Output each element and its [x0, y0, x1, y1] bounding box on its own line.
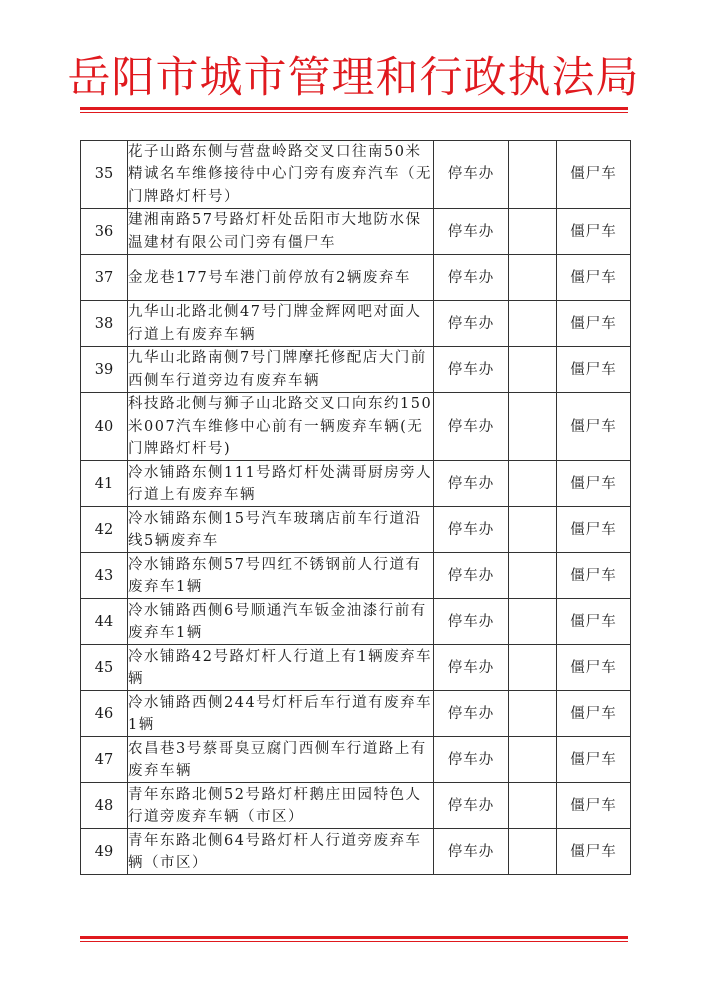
- row-remark: [509, 141, 557, 209]
- row-department: 停车办: [434, 301, 509, 347]
- footer-rule-thin: [80, 941, 628, 942]
- row-remark: [509, 301, 557, 347]
- row-remark: [509, 461, 557, 507]
- row-department: 停车办: [434, 553, 509, 599]
- row-number: 36: [81, 209, 128, 255]
- records-table-body: [81, 141, 631, 875]
- table-row: [81, 301, 631, 347]
- row-issue-type: 僵尸车: [557, 393, 631, 461]
- table-row: [81, 461, 631, 507]
- row-issue-type: 僵尸车: [557, 301, 631, 347]
- table-row: [81, 599, 631, 645]
- table-row: [81, 553, 631, 599]
- row-location: 青年东路北侧52号路灯杆鹅庄田园特色人行道旁废弃车辆（市区）: [128, 783, 434, 829]
- row-location: 冷水铺路东侧111号路灯杆处满哥厨房旁人行道上有废弃车辆: [128, 461, 434, 507]
- row-number: 40: [81, 393, 128, 461]
- row-department: 停车办: [434, 645, 509, 691]
- row-location: 建湘南路57号路灯杆处岳阳市大地防水保温建材有限公司门旁有僵尸车: [128, 209, 434, 255]
- row-number: 43: [81, 553, 128, 599]
- row-location: 农昌巷3号蔡哥臭豆腐门西侧车行道路上有废弃车辆: [128, 737, 434, 783]
- row-number: 37: [81, 255, 128, 301]
- row-remark: [509, 347, 557, 393]
- table-row: [81, 393, 631, 461]
- row-issue-type: 僵尸车: [557, 141, 631, 209]
- row-department: 停车办: [434, 691, 509, 737]
- table-row: [81, 829, 631, 875]
- row-issue-type: 僵尸车: [557, 209, 631, 255]
- row-location: 九华山北路南侧7号门牌摩托修配店大门前西侧车行道旁边有废弃车辆: [128, 347, 434, 393]
- table-row: [81, 645, 631, 691]
- row-department: 停车办: [434, 393, 509, 461]
- row-department: 停车办: [434, 209, 509, 255]
- row-number: 41: [81, 461, 128, 507]
- row-department: 停车办: [434, 347, 509, 393]
- row-number: 44: [81, 599, 128, 645]
- row-issue-type: 僵尸车: [557, 347, 631, 393]
- row-remark: [509, 783, 557, 829]
- document-header-title: 岳阳市城市管理和行政执法局: [67, 53, 640, 103]
- row-remark: [509, 737, 557, 783]
- row-issue-type: 僵尸车: [557, 783, 631, 829]
- header-rule-thin: [80, 112, 628, 113]
- table-row: [81, 141, 631, 209]
- row-number: 49: [81, 829, 128, 875]
- row-issue-type: 僵尸车: [557, 461, 631, 507]
- row-remark: [509, 507, 557, 553]
- row-department: 停车办: [434, 461, 509, 507]
- row-department: 停车办: [434, 255, 509, 301]
- row-remark: [509, 553, 557, 599]
- row-location: 青年东路北侧64号路灯杆人行道旁废弃车辆（市区）: [128, 829, 434, 875]
- row-department: 停车办: [434, 783, 509, 829]
- row-location: 冷水铺路东侧57号四红不锈钢前人行道有废弃车1辆: [128, 553, 434, 599]
- row-number: 39: [81, 347, 128, 393]
- row-number: 46: [81, 691, 128, 737]
- row-location: 冷水铺路西侧6号顺通汽车钣金油漆行前有废弃车1辆: [128, 599, 434, 645]
- row-remark: [509, 645, 557, 691]
- row-department: 停车办: [434, 507, 509, 553]
- row-location: 九华山北路北侧47号门牌金辉网吧对面人行道上有废弃车辆: [128, 301, 434, 347]
- row-number: 45: [81, 645, 128, 691]
- row-remark: [509, 393, 557, 461]
- row-location: 科技路北侧与狮子山北路交叉口向东约150米007汽车维修中心前有一辆废弃车辆(无门牌路灯杆号): [128, 393, 434, 461]
- table-row: [81, 347, 631, 393]
- row-number: 35: [81, 141, 128, 209]
- row-issue-type: 僵尸车: [557, 829, 631, 875]
- footer-rule-thick: [80, 936, 628, 939]
- row-remark: [509, 599, 557, 645]
- row-department: 停车办: [434, 737, 509, 783]
- row-number: 47: [81, 737, 128, 783]
- row-issue-type: 僵尸车: [557, 553, 631, 599]
- row-issue-type: 僵尸车: [557, 737, 631, 783]
- row-issue-type: 僵尸车: [557, 507, 631, 553]
- row-number: 38: [81, 301, 128, 347]
- table-row: [81, 783, 631, 829]
- row-number: 48: [81, 783, 128, 829]
- table-row: [81, 209, 631, 255]
- row-number: 42: [81, 507, 128, 553]
- row-remark: [509, 255, 557, 301]
- table-row: [81, 691, 631, 737]
- row-remark: [509, 691, 557, 737]
- header-rule-thick: [80, 107, 628, 110]
- row-department: 停车办: [434, 829, 509, 875]
- row-location: 冷水铺路西侧244号灯杆后车行道有废弃车1辆: [128, 691, 434, 737]
- records-table: [80, 140, 631, 875]
- row-issue-type: 僵尸车: [557, 645, 631, 691]
- row-issue-type: 僵尸车: [557, 255, 631, 301]
- row-location: 金龙巷177号车港门前停放有2辆废弃车: [128, 255, 434, 301]
- row-location: 冷水铺路42号路灯杆人行道上有1辆废弃车辆: [128, 645, 434, 691]
- row-department: 停车办: [434, 599, 509, 645]
- row-location: 花子山路东侧与营盘岭路交叉口往南50米精诚名车维修接待中心门旁有废弃汽车（无门牌路灯杆号）: [128, 141, 434, 209]
- table-row: [81, 737, 631, 783]
- row-remark: [509, 829, 557, 875]
- table-row: [81, 255, 631, 301]
- row-department: 停车办: [434, 141, 509, 209]
- row-issue-type: 僵尸车: [557, 691, 631, 737]
- row-location: 冷水铺路东侧15号汽车玻璃店前车行道沿线5辆废弃车: [128, 507, 434, 553]
- table-row: [81, 507, 631, 553]
- row-issue-type: 僵尸车: [557, 599, 631, 645]
- row-remark: [509, 209, 557, 255]
